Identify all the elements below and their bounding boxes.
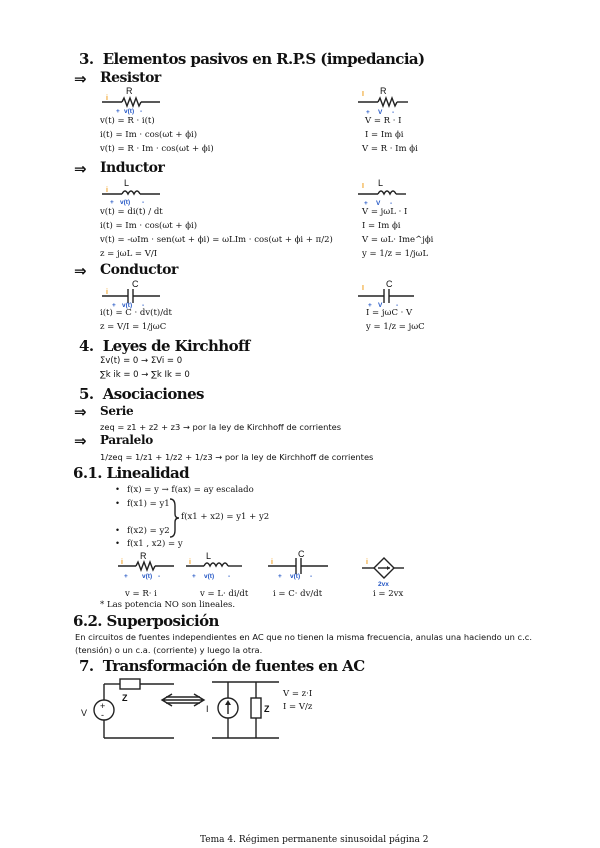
phasor-voltage-mark: V — [378, 109, 383, 116]
impedance-label: Z — [264, 704, 270, 714]
implies-arrow: ⇒ — [74, 160, 87, 178]
current-mark: i — [366, 559, 368, 566]
section-4-heading: 4. Leyes de Kirchhoff — [79, 337, 250, 355]
voltage-mark: v(t) — [290, 573, 301, 580]
superposicion-text: En circuitos de fuentes independientes en AC que no tienen la misma frecuencia, anulas una haciendo un c.c. (tensión) o un c.a. (corriente) y luego la otra. — [75, 632, 532, 655]
kirchhoff-equations: Σv(t) = 0 → ΣVi = 0 ∑k ik = 0 → ∑k Ik = 0 — [100, 356, 190, 380]
source-voltage-label: V — [81, 708, 88, 718]
inductor-heading: Inductor — [100, 160, 165, 176]
paralelo-heading: Paralelo — [100, 433, 153, 447]
inductor-label-phasor: L — [378, 178, 384, 188]
implies-arrow: ⇒ — [74, 432, 87, 450]
plus-mark: + — [124, 573, 128, 580]
section-7-heading: 7. Transformación de fuentes en AC — [79, 657, 365, 675]
linear-capacitor — [268, 549, 330, 582]
voltage-mark: v(t) — [124, 108, 135, 115]
minus-mark: - — [392, 109, 395, 116]
voltage-mark: v(t) — [122, 302, 133, 309]
source-current-label: I — [206, 704, 209, 714]
serie-equation: zeq = z1 + z2 + z3 → por la ley de Kirchhoff de corrientes — [100, 422, 342, 432]
minus-mark: - — [140, 108, 143, 115]
plus-mark: + — [278, 573, 282, 580]
dep-source-value: 2vx — [378, 581, 389, 588]
brace — [168, 498, 180, 538]
label-dep-source-law: i = 2vx — [373, 589, 404, 599]
resistor-label-phasor: R — [380, 86, 387, 96]
resistor-phasor-equations: V = R · I I = Im ϕi V = R · Im ϕi — [362, 116, 418, 154]
capacitor-label-phasor: C — [386, 279, 393, 289]
phasor-voltage-mark: V — [378, 302, 383, 309]
label-resistor-law: v = R· i — [125, 589, 157, 599]
current-source-circuit — [204, 676, 284, 744]
plus-mark: + — [116, 108, 120, 115]
resistor-time-equations: v(t) = R · i(t) i(t) = Im · cos(ωt + ϕi) v(t) = R · Im · cos(ωt + ϕi) — [100, 116, 214, 154]
svg-text:+: + — [100, 701, 106, 711]
section-3-heading: 3. Elementos pasivos en R.P.S (impedancia) — [79, 50, 425, 68]
plus-mark: + — [368, 302, 372, 309]
resistor-label: R — [140, 551, 147, 561]
minus-mark: - — [228, 573, 231, 580]
conductor-time-equations: i(t) = C · dv(t)/dt z = V/I = 1/jωC — [100, 308, 172, 332]
section-6-1-heading: 6.1. Linealidad — [73, 464, 190, 482]
current-mark: i — [106, 289, 108, 296]
current-mark: i — [189, 559, 191, 566]
conductor-phasor-equations: I = jωC · V y = 1/z = jωC — [366, 308, 425, 332]
phasor-current-mark: I — [362, 285, 364, 292]
dependent-source — [362, 550, 406, 588]
minus-mark: - — [390, 200, 393, 207]
linealidad-bullets: • f(x) = y → f(ax) = ay escalado • f(x1) = y1 • f(x2) = y2 • f(x1 , x2) = y — [115, 485, 254, 549]
section-5-heading: 5. Asociaciones — [79, 385, 204, 403]
minus-mark: - — [142, 302, 145, 309]
serie-heading: Serie — [100, 404, 134, 418]
voltage-mark: v(t) — [142, 573, 153, 580]
svg-text:-: - — [101, 710, 104, 720]
voltage-source-circuit — [78, 676, 178, 744]
current-mark: i — [106, 187, 108, 194]
linear-resistor — [118, 552, 178, 582]
paralelo-equation: 1/zeq = 1/z1 + 1/z2 + 1/z3 → por la ley de Kirchhoff de corrientes — [100, 452, 374, 462]
capacitor-label: C — [298, 549, 305, 559]
inductor-circuit-right — [358, 178, 418, 208]
plus-mark: + — [112, 302, 116, 309]
linear-inductor — [186, 552, 246, 582]
page-footer: Tema 4. Régimen permanente sinusoidal página 2 — [200, 835, 429, 845]
current-mark: i — [121, 559, 123, 566]
phasor-voltage-mark: V — [376, 200, 381, 207]
conductor-heading: Conductor — [100, 262, 178, 278]
current-mark: i — [271, 559, 273, 566]
implies-arrow: ⇒ — [74, 403, 87, 421]
section-6-2-heading: 6.2. Superposición — [73, 612, 219, 630]
inductor-label: L — [124, 178, 130, 188]
phasor-current-mark: I — [362, 183, 364, 190]
minus-mark: - — [142, 199, 145, 206]
current-mark: i — [106, 95, 108, 102]
linealidad-note: * Las potencia NO son lineales. — [100, 600, 236, 610]
plus-mark: + — [364, 200, 368, 207]
equivalence-arrow — [160, 690, 206, 710]
label-capacitor-law: i = C· dv/dt — [273, 589, 323, 599]
voltage-mark: v(t) — [120, 199, 131, 206]
implies-arrow: ⇒ — [74, 262, 87, 280]
phasor-current-mark: I — [362, 91, 364, 98]
minus-mark: - — [310, 573, 313, 580]
inductor-label: L — [206, 551, 212, 561]
plus-mark: + — [110, 199, 114, 206]
minus-mark: - — [396, 302, 399, 309]
impedance-label: Z — [122, 693, 128, 703]
implies-arrow: ⇒ — [74, 70, 87, 88]
inductor-circuit-left — [102, 178, 162, 208]
source-transformation-equations: V = z·I I = V/z — [283, 689, 313, 712]
resistor-heading: Resistor — [100, 70, 161, 86]
inductor-time-equations: v(t) = di(t) / dt i(t) = Im · cos(ωt + ϕi) v(t) = -ωIm · sen(ωt + ϕi) = ωLIm · cos(ωt + ϕi + π/2) z = jωL = V/I — [100, 207, 333, 259]
capacitor-label: C — [132, 279, 139, 289]
brace-equation: f(x1 + x2) = y1 + y2 — [181, 512, 270, 522]
label-inductor-law: v = L· di/dt — [200, 589, 249, 599]
minus-mark: - — [158, 573, 161, 580]
inductor-phasor-equations: V = jωL · I I = Im ϕi V = ωL· Ime^jϕi y = 1/z = 1/jωL — [362, 207, 434, 259]
plus-mark: + — [366, 109, 370, 116]
voltage-mark: v(t) — [204, 573, 215, 580]
plus-mark: + — [192, 573, 196, 580]
resistor-label: R — [126, 86, 133, 96]
